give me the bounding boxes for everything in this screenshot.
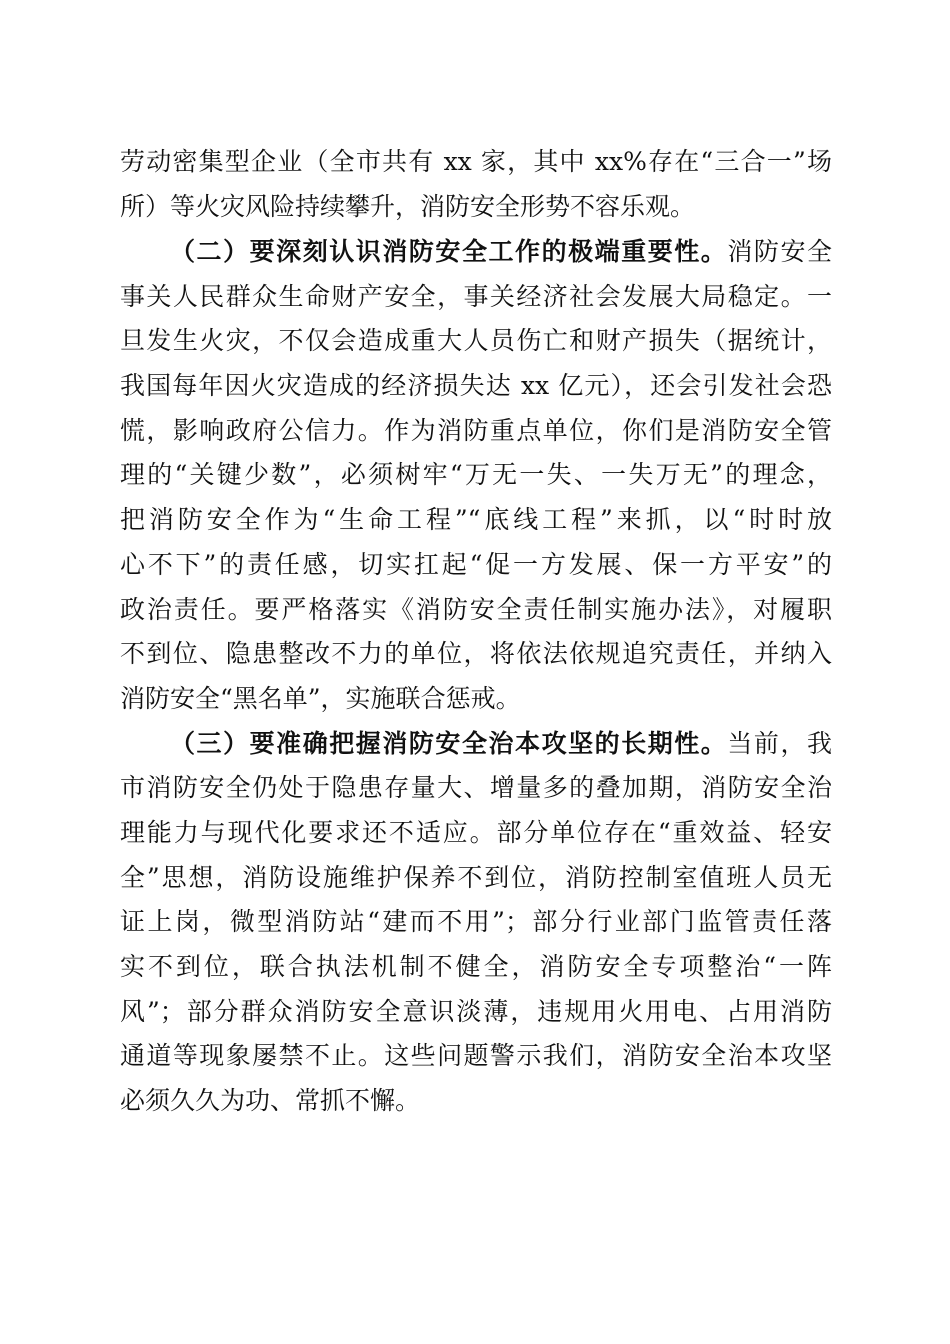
paragraph-2-line-5: 慌，影响政府公信力。作为消防重点单位，你们是消防安全管: [120, 416, 832, 445]
paragraph-2-line-8: 心不下”的责任感，切实扛起“促一方发展、保一方平安”的: [120, 550, 832, 579]
section-heading-2: （二）要深刻认识消防安全工作的极端重要性。: [170, 237, 728, 266]
paragraph-3-line-9: 必须久久为功、常抓不懈。: [120, 1086, 421, 1115]
section-heading-3: （三）要准确把握消防安全治本攻坚的长期性。: [170, 729, 728, 758]
paragraph-1-line-1: 劳动密集型企业（全市共有 xx 家，其中 xx%存在“三合一”场: [120, 147, 832, 176]
paragraph-2-line-3: 旦发生火灾，不仅会造成重大人员伤亡和财产损失（据统计，: [120, 326, 832, 355]
paragraph-2-line-10: 不到位、隐患整改不力的单位，将依法依规追究责任，并纳入: [120, 639, 832, 668]
paragraph-2-line-2: 事关人民群众生命财产安全，事关经济社会发展大局稳定。一: [120, 282, 832, 311]
paragraph-3-line-8: 通道等现象屡禁不止。这些问题警示我们，消防安全治本攻坚: [120, 1041, 832, 1070]
paragraph-3-line-1: [170, 729, 832, 759]
paragraph-2-line-6: 理的“关键少数”，必须树牢“万无一失、一失万无”的理念，: [120, 460, 832, 489]
paragraph-2-line-1: [170, 237, 832, 267]
paragraph-2-line-9: 政治责任。要严格落实《消防安全责任制实施办法》，对履职: [120, 595, 832, 624]
paragraph-2-line-4: 我国每年因火灾造成的经济损失达 xx 亿元），还会引发社会恐: [120, 371, 832, 400]
paragraph-3-lead-text: 当前，我: [727, 729, 832, 758]
paragraph-3-line-3: 理能力与现代化要求还不适应。部分单位存在“重效益、轻安: [120, 818, 832, 847]
paragraph-3-line-7: 风”；部分群众消防安全意识淡薄，违规用火用电、占用消防: [120, 997, 832, 1026]
paragraph-1-line-2: 所）等火灾风险持续攀升，消防安全形势不容乐观。: [120, 192, 696, 221]
paragraph-3-line-5: 证上岗，微型消防站“建而不用”；部分行业部门监管责任落: [120, 907, 832, 936]
paragraph-3-line-6: 实不到位，联合执法机制不健全，消防安全专项整治“一阵: [120, 952, 832, 981]
paragraph-2-line-7: 把消防安全作为“生命工程”“底线工程”来抓，以“时时放: [120, 505, 832, 534]
paragraph-2-line-11: 消防安全“黑名单”，实施联合惩戒。: [120, 684, 521, 713]
paragraph-3-line-4: 全”思想，消防设施维护保养不到位，消防控制室值班人员无: [120, 863, 832, 892]
paragraph-2-lead-text: 消防安全: [727, 237, 832, 266]
paragraph-3-line-2: 市消防安全仍处于隐患存量大、增量多的叠加期，消防安全治: [120, 773, 832, 802]
